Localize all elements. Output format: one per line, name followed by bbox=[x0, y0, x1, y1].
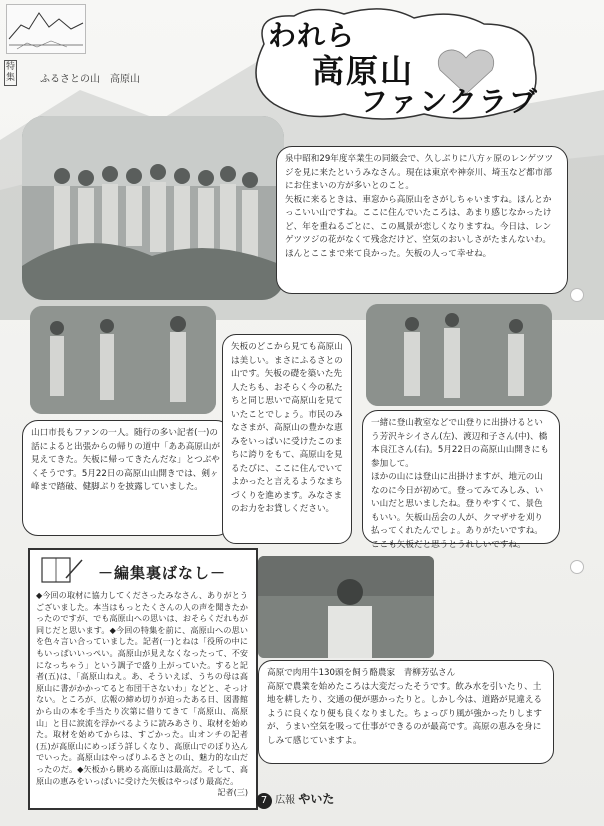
editor-signature: 記者(三) bbox=[217, 787, 248, 798]
footer bbox=[256, 790, 334, 809]
mayor-hiking-photo bbox=[30, 306, 216, 414]
title-line-2: 高原山 bbox=[312, 52, 415, 90]
climbers-article-text: 一緒に登山教室などで山登りに出掛けるという芳沢キシイさん(左)、渡辺和子さん(中)、橋本良江さん(右)。5月22日の高原山山開きにも参加して。 ほかの山には登山に出掛けますが、地元の山なのに今日が初めて。登ってみてみしみ、いい山だと思いましたね。登りやすくて、景色もいい。矢板山岳会の人が、クマザサを刈り払ってくれたんでしょ。ありがたいですね。ここも矢板だと思うとうれしいですね。 bbox=[362, 410, 560, 544]
farmer-illustration bbox=[258, 556, 434, 658]
page-number: 7 bbox=[256, 793, 272, 809]
main-article-text: 泉中昭和29年度卒業生の同級会で、久しぶりに八方ヶ原のレンゲツツジを見に来たというみなさん。現在は東京や神奈川、埼玉など都市部にお住まいの方が多いとのこと。 矢板に来るときは、車窓から高原山をさがしちゃいますね。ほんとかっこいい山ですね。ここに住んでいたころは、あまり感じなかったけど、年を重ねるごとに、この風景が恋しくなりますね。今日は、レンゲツツジの花がなくて残念だけど、空気のおいしさがたまんないわ。ほんとここまで来て良かった。矢板の人って幸せね。 bbox=[276, 146, 568, 294]
mountain-sketch-icon bbox=[6, 4, 86, 54]
title-line-3: ファンクラブ bbox=[360, 85, 539, 118]
footer-brand: やいた bbox=[298, 792, 335, 806]
footer-label: 広報 bbox=[275, 795, 296, 806]
farmer-article bbox=[258, 660, 554, 764]
editor-notes-body bbox=[36, 590, 248, 799]
mayor-article-text: 山口市長もファンの一人。随行の多い記者(一)の話によると出張からの帰りの道中「ああ高原山が見えてきた。矢板に帰ってきたんだな」とつぶやくそうです。5月22日の高原山山開きでは、剣ヶ峰まで踏破、健脚ぶりを披露していました。 bbox=[22, 420, 232, 536]
group-photo-illustration bbox=[22, 116, 284, 300]
climbers-photo bbox=[366, 304, 552, 406]
page-subtitle: ふるさとの山 高原山 bbox=[40, 74, 140, 85]
binder-hole-bottom bbox=[570, 560, 584, 574]
farmer-photo bbox=[258, 556, 434, 658]
binder-hole-top bbox=[570, 288, 584, 302]
editor-notes-text: ◆今回の取材に協力してくださったみなさん、ありがとうございました。本当はもっとたくさんの人の声を聞きたかったのですが、でも高原山への思いは、おそらくだれもが同じだと思います。◆今回の特集を前に、高原山への思いを色々言い合っていました。記者(一)とねは「役所の中にもいっぱいいっぺい。高原山が見えなくなったって、不安になっちゃう」という調子で盛り上がっていた。すると記者(五)は、「高原山ねえ。あ、そういえば、うちの母は高原山に書がかかってると布団干さないわ」などと、そっけない。ところが、広報の締め切りが迫ったある日、図書館から山の本を手当たり次第に借りてきて「高原山、高原山」と目に涙流を浮かべるように読みあさり、取材を始めた。取材を始めてからは、すごかった。山オンチの記者(五)が高原山にめっぽう詳しくなり、高原山でのぼり込んでいった。高原山はやっぱりふるさとの山、魅力的な山だったのだ。◆矢板から眺める高原山は最高だ。そして、高原山の恵みをいっぱいに受けた矢板はやっぱり最高だ。 bbox=[36, 590, 248, 786]
group-photo bbox=[22, 116, 284, 300]
farmer-name-line: 高原で肉用牛130頭を飼う酪農家 青柳芳弘さん bbox=[267, 668, 456, 678]
farmer-article-text: 高原で農業を始めたころは大変だったそうです。飲み水を引いたり、土地を耕したり、交通の便が悪かったりと。しかし今は、道路が見違えるように良くなり便も良くなりました。ちょっぴり風が強かったりしますが、うまい空気を吸って仕事ができるのが最高です。高原の恵みを身にしみて感じていますよ。 bbox=[267, 681, 543, 746]
mayor-hiking-illustration bbox=[30, 306, 216, 414]
feature-tag: 特集 bbox=[4, 60, 17, 86]
climbers-illustration bbox=[366, 304, 552, 406]
title-line-1: われら bbox=[268, 19, 356, 52]
editor-notes-title: －編集裏ばなし－ bbox=[98, 564, 227, 582]
mayor-message-text: 矢板のどこから見ても高原山は美しい。まさにふるさとの山です。矢板の礎を築いた先人たちも、おそらく今の私たちと同じ思いで高原山を見ていたことでしょう。市民のみなさまが、高原山の豊かな恵みをいっぱいに受けたこのまちに誇りをもて、高原山を見るたびに、ここに住んでいてよかったと言えるようなまちづくりを進めます。みなさまのお力をお貸しください。 bbox=[222, 334, 352, 544]
